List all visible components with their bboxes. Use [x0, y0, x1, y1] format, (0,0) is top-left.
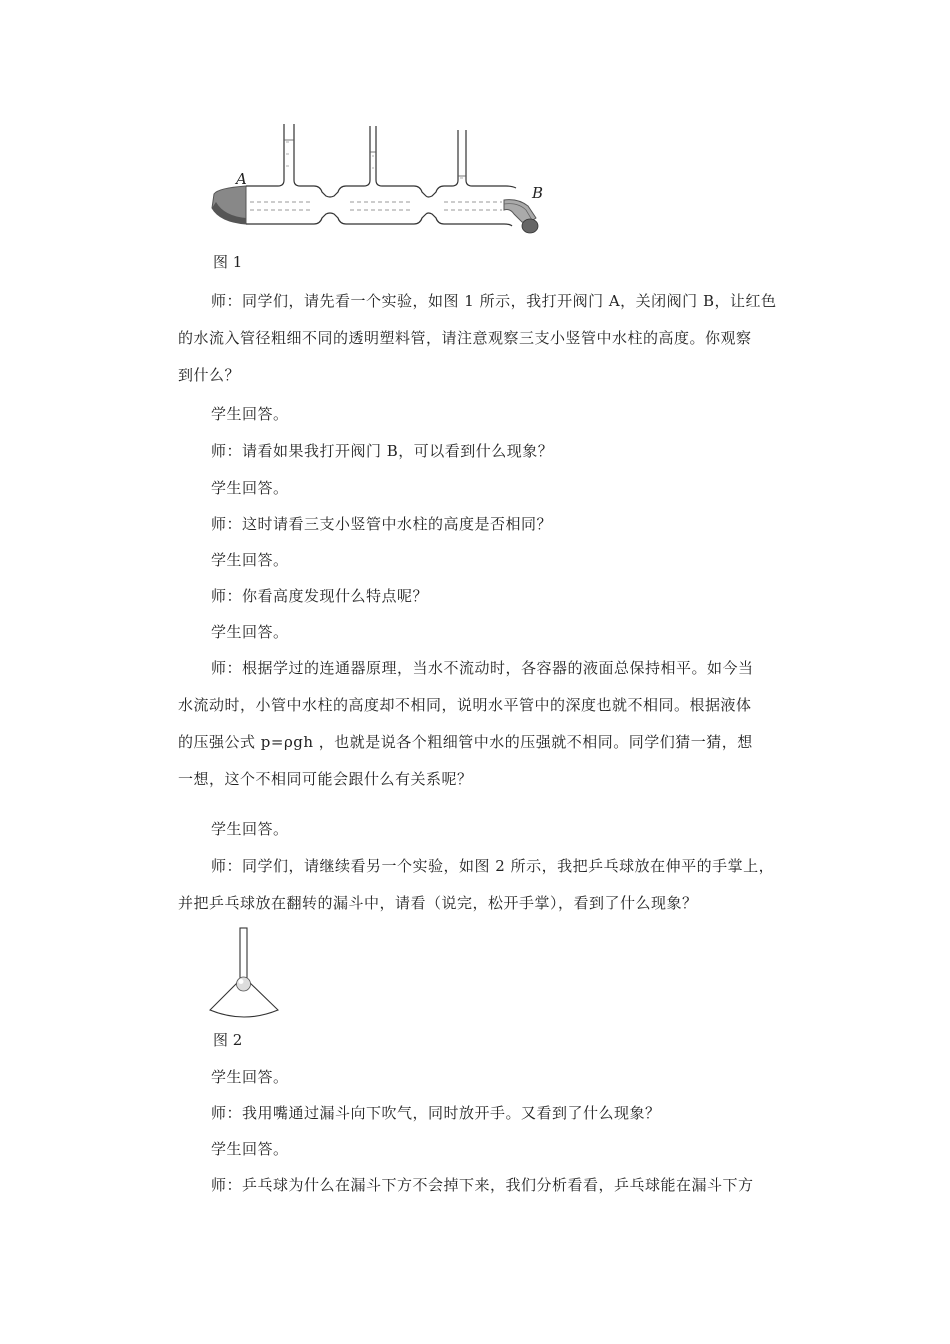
student-answer: 学生回答。: [211, 623, 289, 641]
teacher-line: 师：请看如果我打开阀门 B，可以看到什么现象？: [211, 442, 554, 460]
student-answer: 学生回答。: [211, 479, 289, 497]
pipe-experiment-figure: [206, 122, 552, 240]
text-line: 一想，这个不相同可能会跟什么有关系呢？: [178, 770, 473, 788]
funnel-ball-figure: [206, 926, 282, 1018]
student-answer: 学生回答。: [211, 551, 289, 569]
figure-2-caption: 图 2: [213, 1031, 243, 1049]
text-line: 师：根据学过的连通器原理，当水不流动时，各容器的液面总保持相平。如今当: [211, 659, 754, 677]
teacher-line: 师：我用嘴通过漏斗向下吹气，同时放开手。又看到了什么现象？: [211, 1104, 661, 1122]
text-line: 并把乒乓球放在翻转的漏斗中，请看（说完，松开手掌），看到了什么现象？: [178, 894, 698, 912]
text-line: 师：同学们，请继续看另一个实验，如图 2 所示，我把乒乓球放在伸平的手掌上，: [211, 857, 775, 875]
text-line: 水流动时，小管中水柱的高度却不相同，说明水平管中的深度也就不相同。根据液体: [178, 696, 752, 714]
valve-b-label: B: [532, 184, 544, 202]
text-line: 的压强公式 p=ρgh ，也就是说各个粗细管中水的压强就不相同。同学们猜一猜，想: [178, 733, 753, 751]
ping-pong-ball: [237, 977, 251, 991]
student-answer: 学生回答。: [211, 1068, 289, 1086]
figure-1-caption: 图 1: [213, 253, 243, 271]
student-answer: 学生回答。: [211, 1140, 289, 1158]
teacher-line: 师：你看高度发现什么特点呢？: [211, 587, 429, 605]
valve-a-label: A: [236, 170, 247, 188]
text-line: 到什么？: [178, 366, 241, 384]
text-line: 的水流入管径粗细不同的透明塑料管，请注意观察三支小竖管中水柱的高度。你观察: [178, 329, 752, 347]
teacher-line: 师：乒乓球为什么在漏斗下方不会掉下来，我们分析看看，乒乓球能在漏斗下方: [211, 1176, 754, 1194]
paragraph-teacher-1: [178, 291, 828, 402]
text-line: 师：同学们，请先看一个实验，如图 1 所示，我打开阀门 A，关闭阀门 B，让红色: [211, 292, 777, 310]
student-answer: 学生回答。: [211, 405, 289, 423]
teacher-line: 师：这时请看三支小竖管中水柱的高度是否相同？: [211, 515, 553, 533]
paragraph-teacher-2: [178, 658, 828, 806]
student-answer: 学生回答。: [211, 820, 289, 838]
paragraph-teacher-3: [178, 856, 828, 930]
